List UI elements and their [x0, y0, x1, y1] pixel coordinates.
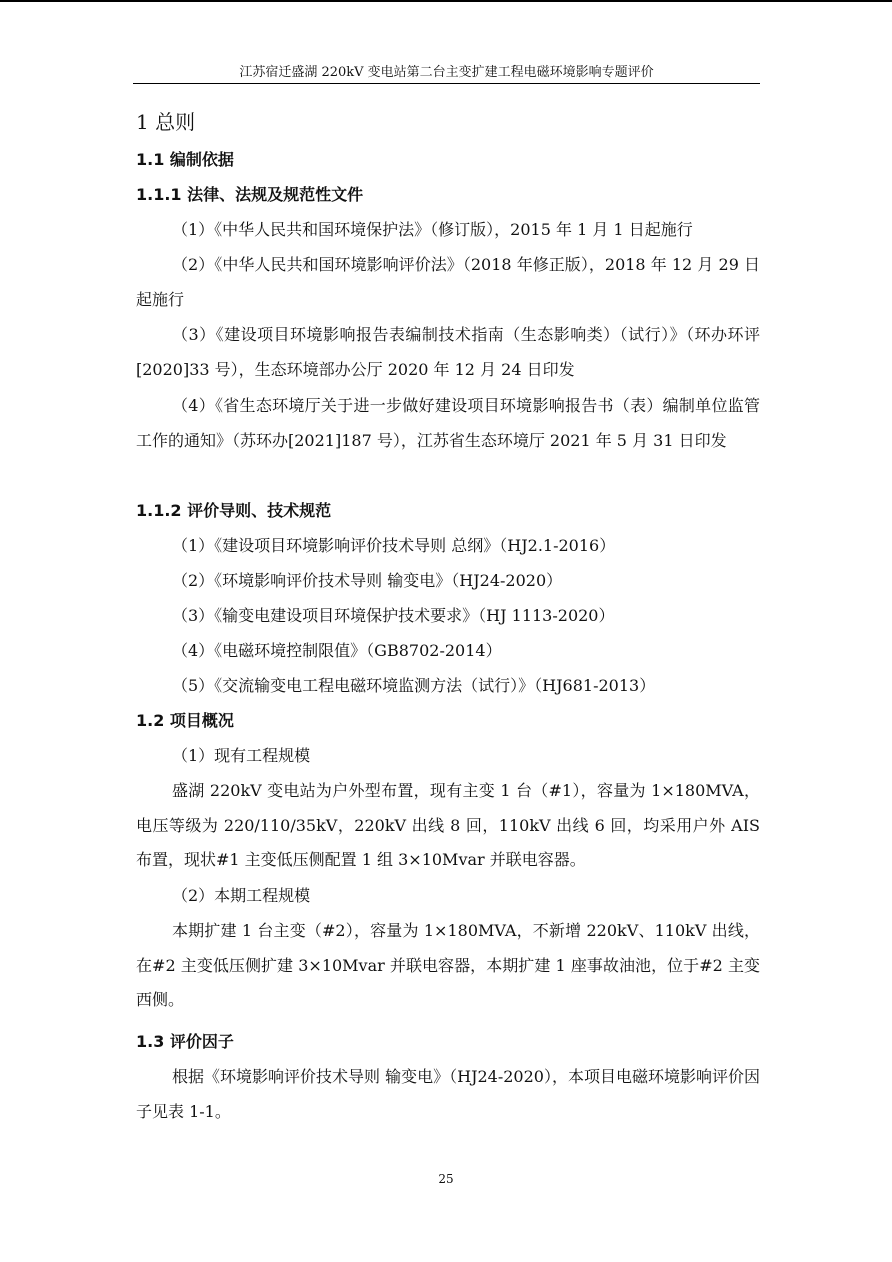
factors-text: 根据《环境影响评价技术导则 输变电》（HJ24-2020），本项目电磁环境影响评价因子见表 1-1。: [136, 1067, 760, 1121]
section-heading-1-1-1: 1.1.1 法律、法规及规范性文件: [136, 185, 364, 204]
top-border-line: [0, 0, 892, 2]
standard-item-3: （3）《输变电建设项目环境保护技术要求》（HJ 1113-2020）: [172, 606, 615, 625]
standard-item-2: （2）《环境影响评价技术导则 输变电》（HJ24-2020）: [172, 571, 563, 590]
section-heading-1-1: 1.1 编制依据: [136, 150, 234, 169]
section-heading-1-2: 1.2 项目概况: [136, 711, 234, 730]
existing-project-text: 盛湖 220kV 变电站为户外型布置，现有主变 1 台（#1），容量为 1×180MVA，电压等级为 220/110/35kV，220kV 出线 8 回，110kV 出线 6 回，均采用户外 AIS 布置，现状#1 主变低压侧配置 1 组 3×10Mvar 并联电容器。: [136, 781, 760, 869]
current-project-text: 本期扩建 1 台主变（#2），容量为 1×180MVA，不新增 220kV、110kV 出线，在#2 主变低压侧扩建 3×10Mvar 并联电容器，本期扩建 1 座事故油池，位于#2 主变西侧。: [136, 921, 760, 1009]
law-item-1: （1）《中华人民共和国环境保护法》（修订版），2015 年 1 月 1 日起施行: [172, 220, 693, 239]
law-item-4: （4）《省生态环境厅关于进一步做好建设项目环境影响报告书（表）编制单位监管工作的通知》（苏环办[2021]187 号），江苏省生态环境厅 2021 年 5 月 31 日印发: [136, 396, 760, 450]
section-heading-1-3: 1.3 评价因子: [136, 1032, 234, 1051]
current-project-label: （2）本期工程规模: [172, 886, 311, 905]
page-number: 25: [438, 1172, 454, 1186]
law-item-3: （3）《建设项目环境影响报告表编制技术指南（生态影响类）（试行）》（环办环评[2020]33 号），生态环境部办公厅 2020 年 12 月 24 日印发: [136, 325, 760, 379]
standard-item-1: （1）《建设项目环境影响评价技术导则 总纲》（HJ2.1-2016）: [172, 536, 616, 555]
running-header: 江苏宿迁盛湖 220kV 变电站第二台主变扩建工程电磁环境影响专题评价: [239, 65, 654, 80]
section-heading-1: 1 总则: [136, 110, 196, 134]
law-item-2: （2）《中华人民共和国环境影响评价法》（2018 年修正版），2018 年 12 月 29 日起施行: [136, 255, 760, 309]
section-heading-1-1-2: 1.1.2 评价导则、技术规范: [136, 501, 332, 520]
standard-item-5: （5）《交流输变电工程电磁环境监测方法（试行）》（HJ681-2013）: [172, 676, 656, 695]
existing-project-label: （1）现有工程规模: [172, 746, 311, 765]
header-rule: [133, 83, 760, 84]
standard-item-4: （4）《电磁环境控制限值》（GB8702-2014）: [172, 641, 502, 660]
